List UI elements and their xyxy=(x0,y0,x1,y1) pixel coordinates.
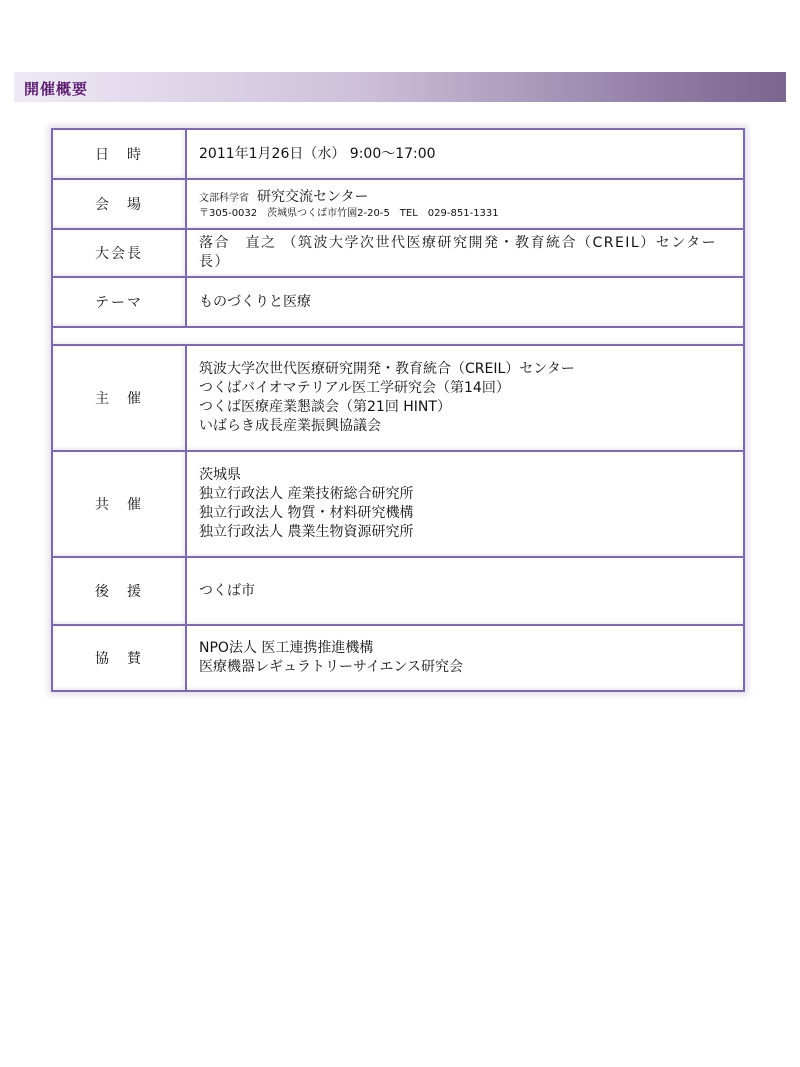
label-sponsors: 協 賛 xyxy=(53,626,187,690)
sponsor-item: 医療機器レギュラトリーサイエンス研究会 xyxy=(199,659,464,675)
venue-ministry: 文部科学省 xyxy=(199,192,249,204)
row-date xyxy=(53,130,743,178)
organizer-item: つくばバイオマテリアル医工学研究会（第14回） xyxy=(199,380,510,396)
value-venue xyxy=(187,180,743,228)
organizer-item: つくば医療産業懇談会（第21回 HINT） xyxy=(199,399,451,415)
value-theme: ものづくりと医療 xyxy=(199,293,311,310)
value-chair: 落合 直之 （筑波大学次世代医療研究開発・教育統合（CREIL）センター長） xyxy=(199,235,718,270)
value-organizers xyxy=(187,346,743,450)
label-co-organizers: 共 催 xyxy=(53,452,187,556)
venue-address: 〒305-0032 茨城県つくば市竹園2-20-5 TEL 029-851-1331 xyxy=(199,207,499,219)
overview-table xyxy=(51,128,745,692)
label-date: 日 時 xyxy=(53,130,187,178)
venue-center: 研究交流センター xyxy=(257,188,369,205)
co-organizer-item: 独立行政法人 物質・材料研究機構 xyxy=(199,505,414,521)
row-venue xyxy=(53,178,743,228)
row-sponsors xyxy=(53,624,743,690)
venue-line xyxy=(199,188,731,207)
value-co-organizers xyxy=(187,452,743,556)
organizer-item: 筑波大学次世代医療研究開発・教育統合（CREIL）センター xyxy=(199,361,575,377)
label-venue: 会 場 xyxy=(53,180,187,228)
sponsor-item: NPO法人 医工連携推進機構 xyxy=(199,640,374,656)
label-theme: テーマ xyxy=(53,278,187,326)
co-organizer-item: 独立行政法人 産業技術総合研究所 xyxy=(199,486,414,502)
spacer-cell xyxy=(53,328,743,344)
co-organizer-item: 茨城県 xyxy=(199,467,241,483)
section-header-bar xyxy=(14,72,786,102)
row-organizers xyxy=(53,344,743,450)
value-sponsors xyxy=(187,626,743,690)
row-chair xyxy=(53,228,743,276)
label-chair: 大会長 xyxy=(53,230,187,276)
value-support: つくば市 xyxy=(199,582,255,599)
row-support xyxy=(53,556,743,624)
label-support: 後 援 xyxy=(53,558,187,624)
row-co-organizers xyxy=(53,450,743,556)
co-organizer-item: 独立行政法人 農業生物資源研究所 xyxy=(199,524,414,540)
section-title: 開催概要 xyxy=(24,80,89,98)
row-spacer xyxy=(53,326,743,344)
value-date: 2011年1月26日（水） 9:00～17:00 xyxy=(199,145,436,162)
row-theme xyxy=(53,276,743,326)
organizer-item: いばらき成長産業振興協議会 xyxy=(199,418,381,434)
label-organizers: 主 催 xyxy=(53,346,187,450)
